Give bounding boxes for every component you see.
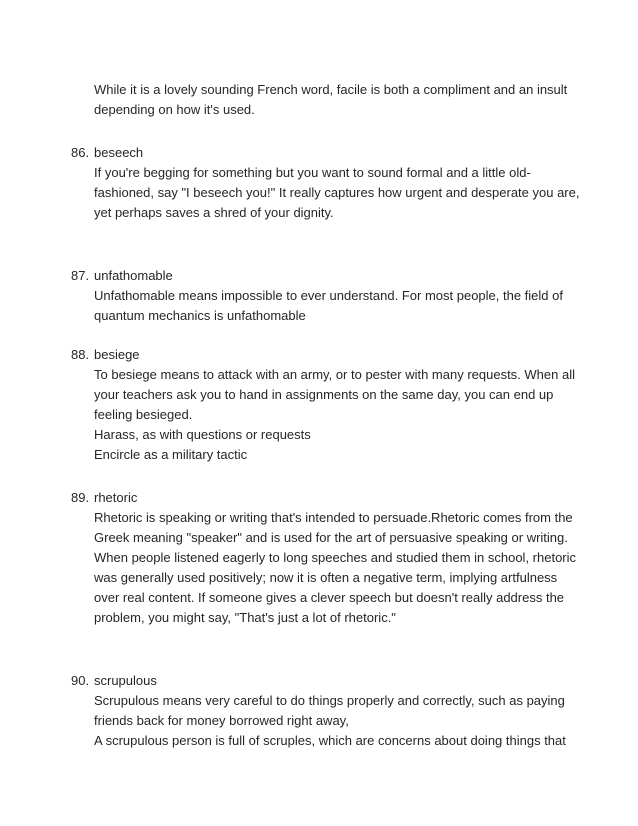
definition-line: To besiege means to attack with an army, or to pester with many requests. When all bbox=[94, 367, 575, 382]
definition-line: Harass, as with questions or requests bbox=[94, 427, 311, 442]
entry-term: besiege bbox=[94, 347, 140, 362]
definition-line: was generally used positively; now it is often a negative term, implying artfulness bbox=[94, 570, 558, 585]
entry-definition bbox=[94, 286, 569, 326]
definition-line: your teachers ask you to hand in assignments on the same day, you can end up bbox=[94, 387, 554, 402]
definition-line: Encircle as a military tactic bbox=[94, 447, 248, 462]
definition-line: Greek meaning "speaker" and is used for the art of persuasive speaking or writing. bbox=[94, 530, 568, 545]
intro-paragraph bbox=[94, 80, 568, 120]
entry-number: 86. bbox=[71, 145, 90, 160]
definition-line: quantum mechanics is unfathomable bbox=[94, 308, 306, 323]
intro-line: depending on how it's used. bbox=[94, 102, 255, 117]
definition-line: When people listened eagerly to long speeches and studied them in school, rhetoric bbox=[94, 550, 577, 565]
entry-definition bbox=[94, 163, 580, 223]
entry-definition bbox=[94, 365, 575, 465]
definition-line: over real content. If someone gives a clever speech but doesn't really address the bbox=[94, 590, 565, 605]
definition-line: friends back for money borrowed right away, bbox=[94, 713, 349, 728]
intro-line: While it is a lovely sounding French word, facile is both a compliment and an insult bbox=[94, 82, 568, 97]
definition-line: A scrupulous person is full of scruples, which are concerns about doing things that bbox=[94, 733, 566, 748]
definition-line: Rhetoric is speaking or writing that's intended to persuade.Rhetoric comes from the bbox=[94, 510, 573, 525]
definition-line: Scrupulous means very careful to do things properly and correctly, such as paying bbox=[94, 693, 565, 708]
definition-line: feeling besieged. bbox=[94, 407, 193, 422]
definition-line: If you're begging for something but you want to sound formal and a little old- bbox=[94, 165, 531, 180]
entry-term: beseech bbox=[94, 145, 144, 160]
entry-number: 90. bbox=[71, 673, 90, 688]
definition-line: problem, you might say, "That's just a lot of rhetoric." bbox=[94, 610, 396, 625]
entry-definition bbox=[94, 691, 569, 751]
entry-term: unfathomable bbox=[94, 268, 173, 283]
definition-line: Unfathomable means impossible to ever understand. For most people, the field of bbox=[94, 288, 563, 303]
entry-number: 87. bbox=[71, 268, 90, 283]
entry-number: 89. bbox=[71, 490, 90, 505]
entry-term: rhetoric bbox=[94, 490, 138, 505]
entry-definition bbox=[94, 508, 577, 628]
definition-line: yet perhaps saves a shred of your dignity. bbox=[94, 205, 334, 220]
definition-line: fashioned, say "I beseech you!" It really captures how urgent and desperate you are, bbox=[94, 185, 580, 200]
entry-number: 88. bbox=[71, 347, 90, 362]
entry-term: scrupulous bbox=[94, 673, 157, 688]
